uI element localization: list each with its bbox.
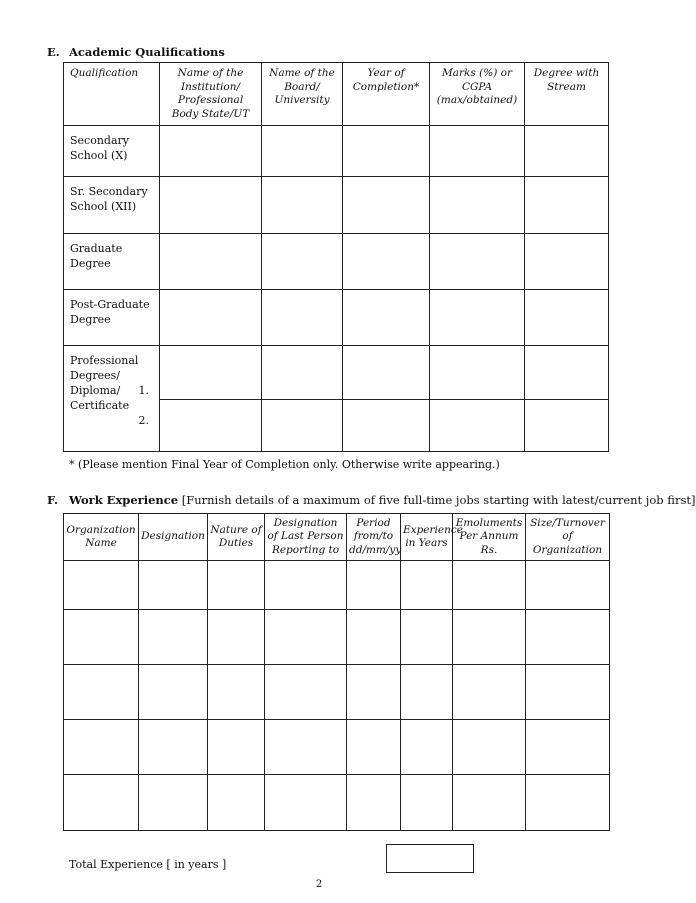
input-cell[interactable] <box>525 400 609 452</box>
input-cell[interactable] <box>208 720 265 775</box>
page-number: 2 <box>315 879 323 890</box>
input-cell[interactable] <box>430 346 525 400</box>
section-f-instructions: [Furnish details of a maximum of five full-time jobs starting with latest/current job first] <box>181 493 696 507</box>
table-header-row <box>64 514 610 561</box>
table-row <box>64 775 610 831</box>
input-cell[interactable] <box>208 610 265 665</box>
header-size-turnover: Size/Turnover of Organization <box>526 514 610 561</box>
section-e-letter: E. <box>47 45 60 59</box>
table-row <box>64 665 610 720</box>
input-cell[interactable] <box>64 720 139 775</box>
total-experience-label: Total Experience [ in years ] <box>69 858 227 871</box>
input-cell[interactable] <box>453 665 526 720</box>
row-label-post-graduate: Post-Graduate Degree <box>64 290 160 346</box>
professional-num-2: 2. <box>138 414 149 427</box>
table-row <box>64 610 610 665</box>
input-cell[interactable] <box>430 400 525 452</box>
table-row <box>64 177 609 234</box>
professional-label-text: Professional Degrees/ Diploma/ Certificate <box>70 354 139 412</box>
input-cell[interactable] <box>525 177 609 234</box>
table-row <box>64 290 609 346</box>
header-institution: Name of the Institution/ Professional Body State/UT <box>160 63 262 126</box>
table-row <box>64 234 609 290</box>
input-cell[interactable] <box>430 177 525 234</box>
input-cell[interactable] <box>208 665 265 720</box>
input-cell[interactable] <box>347 775 401 831</box>
input-cell[interactable] <box>160 126 262 177</box>
completion-note: * (Please mention Final Year of Completion only. Otherwise write appearing.) <box>69 458 500 471</box>
section-f-title: Work Experience <box>69 493 179 507</box>
input-cell[interactable] <box>64 561 139 610</box>
input-cell[interactable] <box>343 290 430 346</box>
input-cell[interactable] <box>526 610 610 665</box>
table-row <box>64 720 610 775</box>
input-cell[interactable] <box>262 234 343 290</box>
input-cell[interactable] <box>262 290 343 346</box>
input-cell[interactable] <box>139 561 208 610</box>
header-board: Name of the Board/ University <box>262 63 343 126</box>
header-designation: Designation <box>139 514 208 561</box>
input-cell[interactable] <box>526 665 610 720</box>
table-header-row <box>64 63 609 126</box>
header-experience-years: Experience in Years <box>401 514 453 561</box>
input-cell[interactable] <box>401 561 453 610</box>
input-cell[interactable] <box>262 346 343 400</box>
section-e-title: Academic Qualifications <box>69 45 225 59</box>
input-cell[interactable] <box>64 665 139 720</box>
header-degree-stream: Degree with Stream <box>525 63 609 126</box>
academic-qualifications-table <box>63 62 609 452</box>
header-period: Period from/to dd/mm/yy <box>347 514 401 561</box>
header-qualification: Qualification <box>64 63 160 126</box>
input-cell[interactable] <box>525 234 609 290</box>
input-cell[interactable] <box>208 561 265 610</box>
input-cell[interactable] <box>64 775 139 831</box>
input-cell[interactable] <box>265 720 347 775</box>
input-cell[interactable] <box>453 561 526 610</box>
input-cell[interactable] <box>139 665 208 720</box>
input-cell[interactable] <box>262 400 343 452</box>
row-label-professional <box>64 346 160 452</box>
input-cell[interactable] <box>453 610 526 665</box>
input-cell[interactable] <box>160 177 262 234</box>
input-cell[interactable] <box>347 610 401 665</box>
table-row <box>64 561 610 610</box>
input-cell[interactable] <box>139 610 208 665</box>
input-cell[interactable] <box>139 775 208 831</box>
input-cell[interactable] <box>343 346 430 400</box>
input-cell[interactable] <box>343 234 430 290</box>
input-cell[interactable] <box>64 610 139 665</box>
input-cell[interactable] <box>401 775 453 831</box>
table-row <box>64 126 609 177</box>
table-row <box>64 346 609 400</box>
input-cell[interactable] <box>262 177 343 234</box>
input-cell[interactable] <box>347 561 401 610</box>
input-cell[interactable] <box>430 290 525 346</box>
input-cell[interactable] <box>401 720 453 775</box>
input-cell[interactable] <box>262 126 343 177</box>
input-cell[interactable] <box>430 126 525 177</box>
input-cell[interactable] <box>160 290 262 346</box>
input-cell[interactable] <box>343 177 430 234</box>
input-cell[interactable] <box>265 610 347 665</box>
input-cell[interactable] <box>265 561 347 610</box>
section-f-letter: F. <box>47 493 59 507</box>
header-nature-of-duties: Nature of Duties <box>208 514 265 561</box>
input-cell[interactable] <box>347 720 401 775</box>
row-label-graduate: Graduate Degree <box>64 234 160 290</box>
input-cell[interactable] <box>160 234 262 290</box>
input-cell[interactable] <box>526 561 610 610</box>
header-year: Year of Completion* <box>343 63 430 126</box>
input-cell[interactable] <box>526 720 610 775</box>
row-label-sr-secondary: Sr. Secondary School (XII) <box>64 177 160 234</box>
input-cell[interactable] <box>525 126 609 177</box>
input-cell[interactable] <box>525 346 609 400</box>
input-cell[interactable] <box>453 720 526 775</box>
professional-num-1: 1. <box>138 384 149 397</box>
input-cell[interactable] <box>343 400 430 452</box>
input-cell[interactable] <box>525 290 609 346</box>
input-cell[interactable] <box>343 126 430 177</box>
input-cell[interactable] <box>160 346 262 400</box>
header-marks: Marks (%) or CGPA (max/obtained) <box>430 63 525 126</box>
input-cell[interactable] <box>401 610 453 665</box>
input-cell[interactable] <box>401 665 453 720</box>
input-cell[interactable] <box>208 775 265 831</box>
input-cell[interactable] <box>526 775 610 831</box>
work-experience-table <box>63 513 610 831</box>
header-reporting-to: Designation of Last Person Reporting to <box>265 514 347 561</box>
header-organization-name: Organization Name <box>64 514 139 561</box>
input-cell[interactable] <box>347 665 401 720</box>
input-cell[interactable] <box>160 400 262 452</box>
input-cell[interactable] <box>139 720 208 775</box>
input-cell[interactable] <box>453 775 526 831</box>
input-cell[interactable] <box>265 775 347 831</box>
header-emoluments: Emoluments Per Annum Rs. <box>453 514 526 561</box>
total-experience-field[interactable] <box>386 844 474 873</box>
input-cell[interactable] <box>265 665 347 720</box>
input-cell[interactable] <box>430 234 525 290</box>
row-label-secondary: Secondary School (X) <box>64 126 160 177</box>
